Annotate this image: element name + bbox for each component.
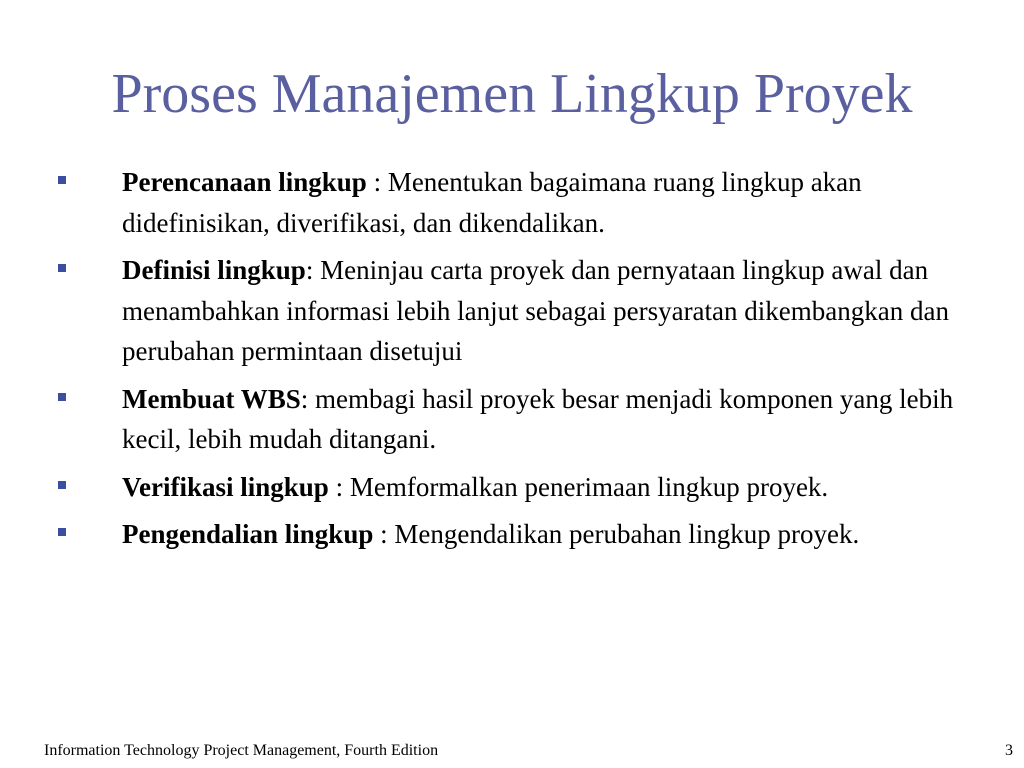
bullet-term: Verifikasi lingkup — [122, 471, 329, 502]
bullet-text: : Memformalkan penerimaan lingkup proyek. — [328, 471, 829, 502]
bullet-item — [0, 514, 1024, 555]
square-bullet-icon — [58, 481, 66, 489]
bullet-item — [0, 250, 1024, 372]
bullet-text: : Menentukan bagaimana ruang lingkup akan didefinisikan, diverifikasi, dan dikendalikan. — [122, 167, 862, 238]
bullet-term: Membuat WBS — [122, 383, 301, 414]
square-bullet-icon — [58, 528, 66, 536]
bullet-term: Perencanaan lingkup — [122, 167, 367, 197]
bullet-text: : membagi hasil proyek besar menjadi komponen yang lebih kecil, lebih mudah ditangani. — [122, 383, 954, 454]
footer-text: Information Technology Project Management, Fourth Edition — [44, 742, 439, 759]
bullet-item — [0, 379, 1024, 460]
bullet-term: Pengendalian lingkup — [122, 519, 374, 549]
square-bullet-icon — [58, 176, 66, 184]
square-bullet-icon — [58, 264, 66, 272]
bullet-item — [0, 467, 1024, 508]
bullet-text: : Mengendalikan perubahan lingkup proyek. — [373, 519, 860, 549]
square-bullet-icon — [58, 393, 66, 401]
slide-footer — [0, 740, 1024, 768]
slide-title: Proses Manajemen Lingkup Proyek — [111, 63, 913, 125]
page-number: 3 — [1005, 742, 1013, 759]
bullet-item — [0, 162, 1024, 243]
bullet-term: Definisi lingkup — [122, 255, 306, 285]
bullet-text: : Meninjau carta proyek dan pernyataan lingkup awal dan menambahkan informasi lebih lanjut sebagai persyaratan dikembangkan dan perubahan permintaan disetujui — [122, 255, 949, 366]
bullet-list — [0, 162, 1024, 562]
